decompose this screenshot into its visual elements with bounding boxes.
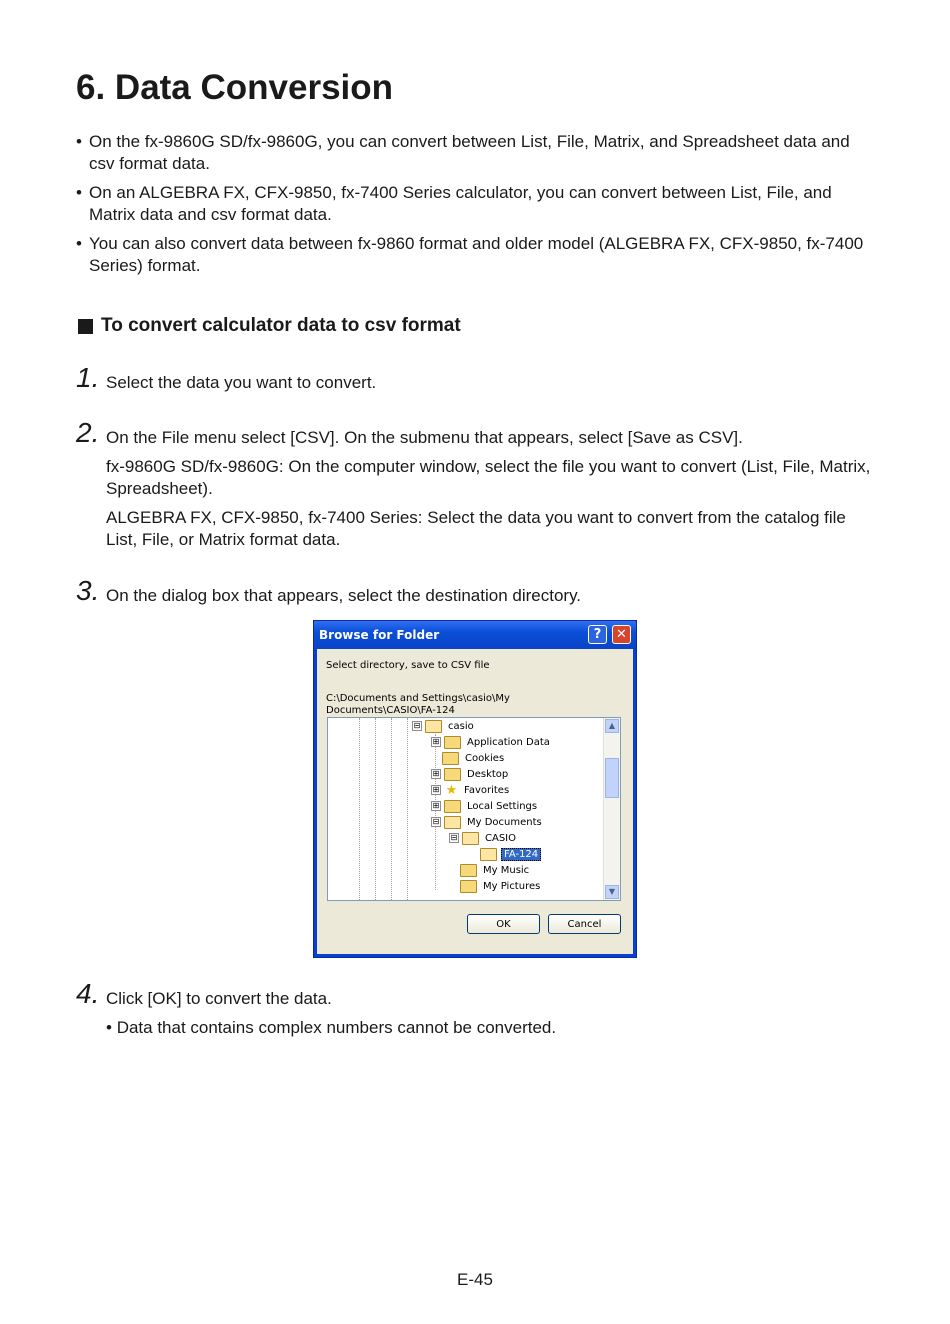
step-text: On the File menu select [CSV]. On the submenu that appears, select [Save as CSV].: [106, 428, 743, 447]
bullet-text: On an ALGEBRA FX, CFX-9850, fx-7400 Series calculator, you can convert between List, File, and Matrix data and csv format data.: [89, 183, 832, 224]
cancel-button[interactable]: Cancel: [548, 914, 621, 934]
tree-guide-line: [407, 718, 408, 900]
browse-folder-dialog: [313, 620, 637, 958]
step-4: [76, 978, 876, 1039]
step-2: [76, 417, 876, 551]
tree-node-casio[interactable]: [412, 718, 476, 734]
ok-button[interactable]: OK: [467, 914, 540, 934]
selected-path: C:\Documents and Settings\casio\My Documents\CASIO\FA-124: [326, 693, 510, 715]
expand-icon[interactable]: ⊞: [432, 737, 440, 746]
tree-node-label: Local Settings: [467, 800, 538, 812]
tree-spacer: [449, 866, 457, 874]
step-1: [76, 362, 876, 394]
tree-node-label: CASIO: [485, 832, 516, 844]
expand-icon[interactable]: ⊞: [432, 769, 440, 778]
tree-spacer: [449, 882, 457, 890]
step-bullet-text: Data that contains complex numbers cannot be converted.: [116, 1018, 557, 1037]
dialog-body: [317, 649, 633, 954]
step-subtext: ALGEBRA FX, CFX-9850, fx-7400 Series: Select the data you want to convert from the catalog file List, File, or Matrix format data.: [106, 508, 846, 549]
scroll-up-arrow-icon[interactable]: ▲: [605, 719, 619, 733]
step-bullet: • Data that contains complex numbers cannot be converted.: [106, 1018, 557, 1037]
collapse-icon[interactable]: ⊟: [450, 833, 458, 842]
bullet-item: • On the fx-9860G SD/fx-9860G, you can convert between List, File, Matrix, and Spreadsheet data and csv format data.: [76, 132, 850, 173]
bullet-text: On the fx-9860G SD/fx-9860G, you can convert between List, File, Matrix, and Spreadsheet data and csv format data.: [89, 132, 850, 173]
tree-guide-line: [375, 718, 376, 900]
step-text: Click [OK] to convert the data.: [106, 989, 332, 1008]
music-folder-icon: [460, 864, 477, 877]
step-number: 2.: [76, 417, 100, 448]
folder-open-icon: [444, 816, 461, 829]
tree-node-my-music[interactable]: [449, 862, 531, 878]
dialog-prompt: Select directory, save to CSV file: [326, 660, 490, 671]
step-number: 4.: [76, 978, 100, 1009]
tree-node-casio-folder[interactable]: [449, 830, 518, 846]
tree-guide-line: [359, 718, 360, 900]
folder-tree[interactable]: [327, 717, 621, 901]
step-text: Select the data you want to convert.: [106, 373, 377, 392]
tree-spacer: [431, 754, 439, 762]
tree-node-label: My Documents: [467, 816, 542, 828]
step-subtext: fx-9860G SD/fx-9860G: On the computer window, select the file you want to convert (List, File, Matrix, Spreadsheet).: [106, 457, 871, 498]
section-heading: [78, 315, 461, 337]
close-button[interactable]: ✕: [612, 625, 631, 644]
step-text: On the dialog box that appears, select the destination directory.: [106, 586, 582, 605]
tree-node-cookies[interactable]: [431, 750, 506, 766]
collapse-icon[interactable]: ⊟: [432, 817, 440, 826]
tree-node-label: FA-124: [501, 848, 541, 861]
folder-open-icon: [480, 848, 497, 861]
step-number: 1.: [76, 362, 100, 393]
scroll-down-arrow-icon[interactable]: ▼: [605, 885, 619, 899]
tree-node-favorites[interactable]: [431, 782, 511, 798]
tree-node-label: Desktop: [467, 768, 509, 780]
help-button[interactable]: ?: [588, 625, 607, 644]
tree-node-label: My Pictures: [483, 880, 541, 892]
step-3: [76, 575, 876, 607]
page-number: E-45: [457, 1270, 493, 1289]
favorites-star-icon: ★: [445, 782, 458, 798]
tree-node-label: Cookies: [465, 752, 505, 764]
tree-guide-line: [391, 718, 392, 900]
bullet-item: • On an ALGEBRA FX, CFX-9850, fx-7400 Series calculator, you can convert between List, File, and Matrix data and csv format data.: [76, 183, 832, 224]
tree-node-label: Application Data: [467, 736, 550, 748]
section-heading-text: To convert calculator data to csv format: [101, 315, 461, 336]
tree-node-my-documents[interactable]: [431, 814, 544, 830]
square-bullet-icon: [78, 319, 93, 334]
bullet-text: You can also convert data between fx-9860 format and older model (ALGEBRA FX, CFX-9850, fx-7400 Series) format.: [89, 234, 864, 275]
tree-spacer: [469, 850, 477, 858]
intro-bullets: [76, 131, 876, 284]
tree-node-label: Favorites: [464, 784, 510, 796]
step-number: 3.: [76, 575, 100, 606]
tree-node-fa-124[interactable]: [469, 846, 541, 862]
pictures-folder-icon: [460, 880, 477, 893]
folder-icon: [444, 800, 461, 813]
dialog-titlebar: [314, 621, 636, 649]
dialog-title: Browse for Folder: [319, 628, 440, 642]
folder-open-icon: [425, 720, 442, 733]
collapse-icon[interactable]: ⊟: [413, 721, 421, 730]
folder-icon: [444, 768, 461, 781]
expand-icon[interactable]: ⊞: [432, 785, 440, 794]
scroll-thumb[interactable]: [605, 758, 619, 798]
page-title: 6. Data Conversion: [76, 68, 394, 107]
expand-icon[interactable]: ⊞: [432, 801, 440, 810]
tree-node-desktop[interactable]: [431, 766, 510, 782]
folder-open-icon: [462, 832, 479, 845]
folder-icon: [442, 752, 459, 765]
tree-node-application-data[interactable]: [431, 734, 552, 750]
bullet-item: • You can also convert data between fx-9860 format and older model (ALGEBRA FX, CFX-9850, fx-7400 Series) format.: [76, 234, 864, 275]
folder-icon: [444, 736, 461, 749]
tree-node-my-pictures[interactable]: [449, 878, 542, 894]
tree-node-label: My Music: [483, 864, 530, 876]
tree-scrollbar[interactable]: [603, 718, 620, 900]
tree-node-label: casio: [448, 720, 474, 732]
tree-node-local-settings[interactable]: [431, 798, 539, 814]
